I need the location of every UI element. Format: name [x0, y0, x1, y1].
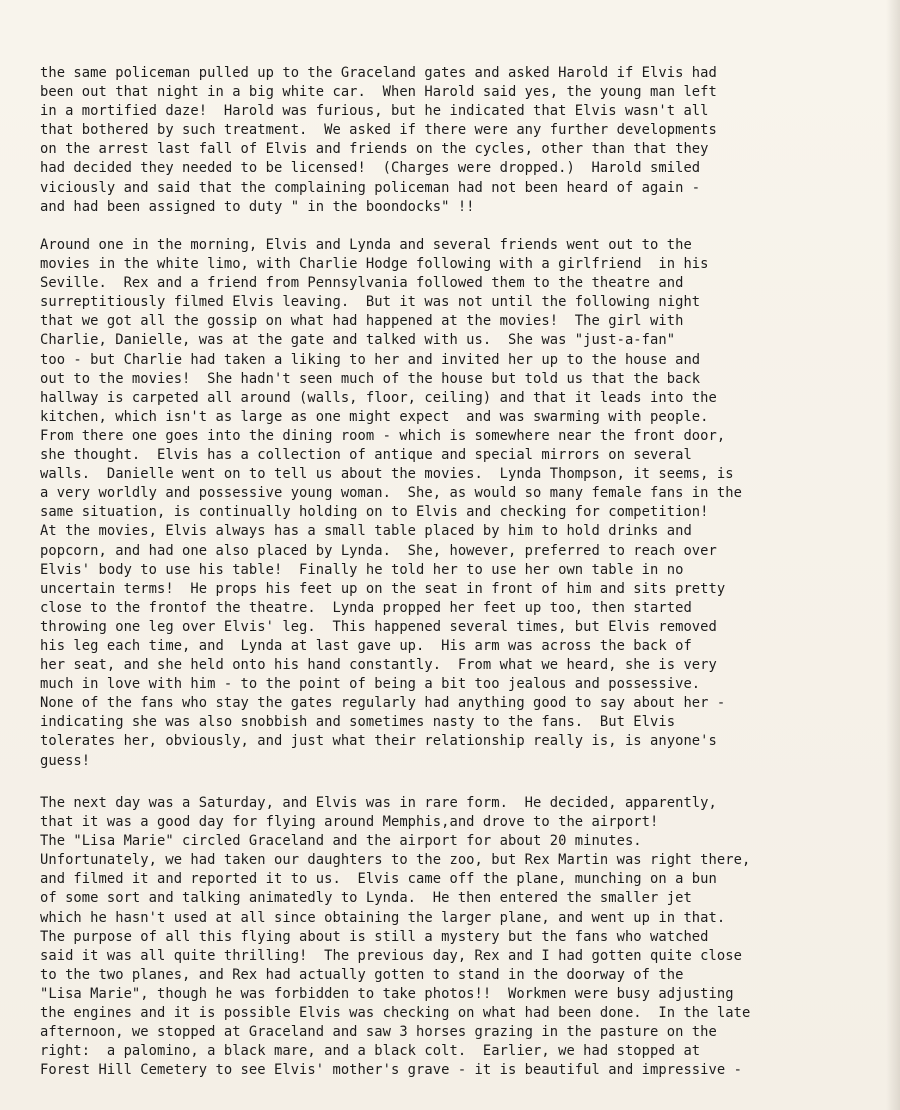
text-line: Around one in the morning, Elvis and Lynda and several friends went out to the [40, 237, 692, 253]
text-line: hallway is carpeted all around (walls, floor, ceiling) and that it leads into the [40, 389, 717, 406]
text-line: guess! [40, 752, 91, 769]
text-line: the same policeman pulled up to the Graceland gates and asked Harold if Elvis had [40, 65, 717, 81]
text-line: From there one goes into the dining room - which is somewhere near the front door, [40, 427, 726, 444]
text-line: much in love with him - to the point of being a bit too jealous and possessive. [40, 676, 701, 693]
text-line: the engines and it is possible Elvis was checking on what had been done. In the late [40, 1005, 751, 1022]
text-line: and filmed it and reported it to us. Elvis came off the plane, munching on a bun [40, 871, 717, 888]
text-line: to the two planes, and Rex had actually gotten to stand in the doorway of the [40, 966, 684, 983]
text-line: that we got all the gossip on what had happened at the movies! The girl with [40, 313, 684, 330]
text-line: which he hasn't used at all since obtaining the larger plane, and went up in that. [40, 909, 726, 926]
text-line: kitchen, which isn't as large as one might expect and was swarming with people. [40, 408, 709, 425]
paragraph-1 [40, 64, 870, 217]
text-line: had decided they needed to be licensed! (Charges were dropped.) Harold smiled [40, 160, 701, 177]
text-line: close to the frontof the theatre. Lynda propped her feet up too, then started [40, 599, 692, 616]
text-line: Forest Hill Cemetery to see Elvis' mother's grave - it is beautiful and impressive - [40, 1062, 742, 1079]
text-line: Elvis' body to use his table! Finally he told her to use her own table in no [40, 561, 684, 578]
text-line: throwing one leg over Elvis' leg. This happened several times, but Elvis removed [40, 618, 717, 635]
text-line: she thought. Elvis has a collection of antique and special mirrors on several [40, 447, 692, 464]
text-line: popcorn, and had one also placed by Lynda. She, however, preferred to reach over [40, 542, 717, 559]
text-line: "Lisa Marie", though he was forbidden to take photos!! Workmen were busy adjusting [40, 985, 734, 1002]
text-line: Charlie, Danielle, was at the gate and talked with us. She was "just-a-fan" [40, 332, 676, 349]
text-line: his leg each time, and Lynda at last gave up. His arm was across the back of [40, 637, 692, 654]
text-line: The next day was a Saturday, and Elvis was in rare form. He decided, apparently, [40, 795, 717, 811]
text-line: None of the fans who stay the gates regularly had anything good to say about her - [40, 695, 726, 712]
text-line: movies in the white limo, with Charlie Hodge following with a girlfriend in his [40, 256, 709, 273]
text-line: The purpose of all this flying about is still a mystery but the fans who watched [40, 928, 709, 945]
text-line: said it was all quite thrilling! The previous day, Rex and I had gotten quite close [40, 947, 742, 964]
text-line: indicating she was also snobbish and sometimes nasty to the fans. But Elvis [40, 714, 676, 731]
text-line: The "Lisa Marie" circled Graceland and the airport for about 20 minutes. [40, 833, 642, 850]
text-line: out to the movies! She hadn't seen much of the house but told us that the back [40, 370, 701, 387]
text-line: on the arrest last fall of Elvis and friends on the cycles, other than that they [40, 141, 709, 158]
text-line: Unfortunately, we had taken our daughters to the zoo, but Rex Martin was right there, [40, 852, 751, 869]
text-line: uncertain terms! He props his feet up on the seat in front of him and sits pretty [40, 580, 726, 597]
text-line: in a mortified daze! Harold was furious, but he indicated that Elvis wasn't all [40, 103, 709, 120]
text-line: of some sort and talking animatedly to Lynda. He then entered the smaller jet [40, 890, 692, 907]
text-line: Seville. Rex and a friend from Pennsylvania followed them to the theatre and [40, 275, 684, 292]
text-line: viciously and said that the complaining policeman had not been heard of again - [40, 179, 701, 196]
text-line: At the movies, Elvis always has a small table placed by him to hold drinks and [40, 523, 692, 540]
text-line: walls. Danielle went on to tell us about the movies. Lynda Thompson, it seems, is [40, 466, 734, 483]
text-line: tolerates her, obviously, and just what their relationship really is, is anyone's [40, 733, 717, 750]
text-line: right: a palomino, a black mare, and a black colt. Earlier, we had stopped at [40, 1043, 701, 1060]
text-line: that bothered by such treatment. We asked if there were any further developments [40, 122, 717, 139]
paragraph-2 [40, 236, 870, 771]
text-line: surreptitiously filmed Elvis leaving. But it was not until the following night [40, 294, 701, 311]
text-line: afternoon, we stopped at Graceland and saw 3 horses grazing in the pasture on the [40, 1024, 717, 1041]
text-line: that it was a good day for flying around Memphis,and drove to the airport! [40, 814, 659, 831]
paragraph-3 [40, 794, 870, 1080]
text-line: and had been assigned to duty " in the boondocks" !! [40, 198, 475, 215]
text-line: her seat, and she held onto his hand constantly. From what we heard, she is very [40, 657, 717, 674]
text-line: too - but Charlie had taken a liking to her and invited her up to the house and [40, 351, 701, 368]
page-edge-shadow [886, 0, 900, 1110]
text-line: a very worldly and possessive young woman. She, as would so many female fans in the [40, 485, 742, 502]
text-line: same situation, is continually holding on to Elvis and checking for competition! [40, 504, 709, 521]
text-line: been out that night in a big white car. When Harold said yes, the young man left [40, 84, 717, 101]
